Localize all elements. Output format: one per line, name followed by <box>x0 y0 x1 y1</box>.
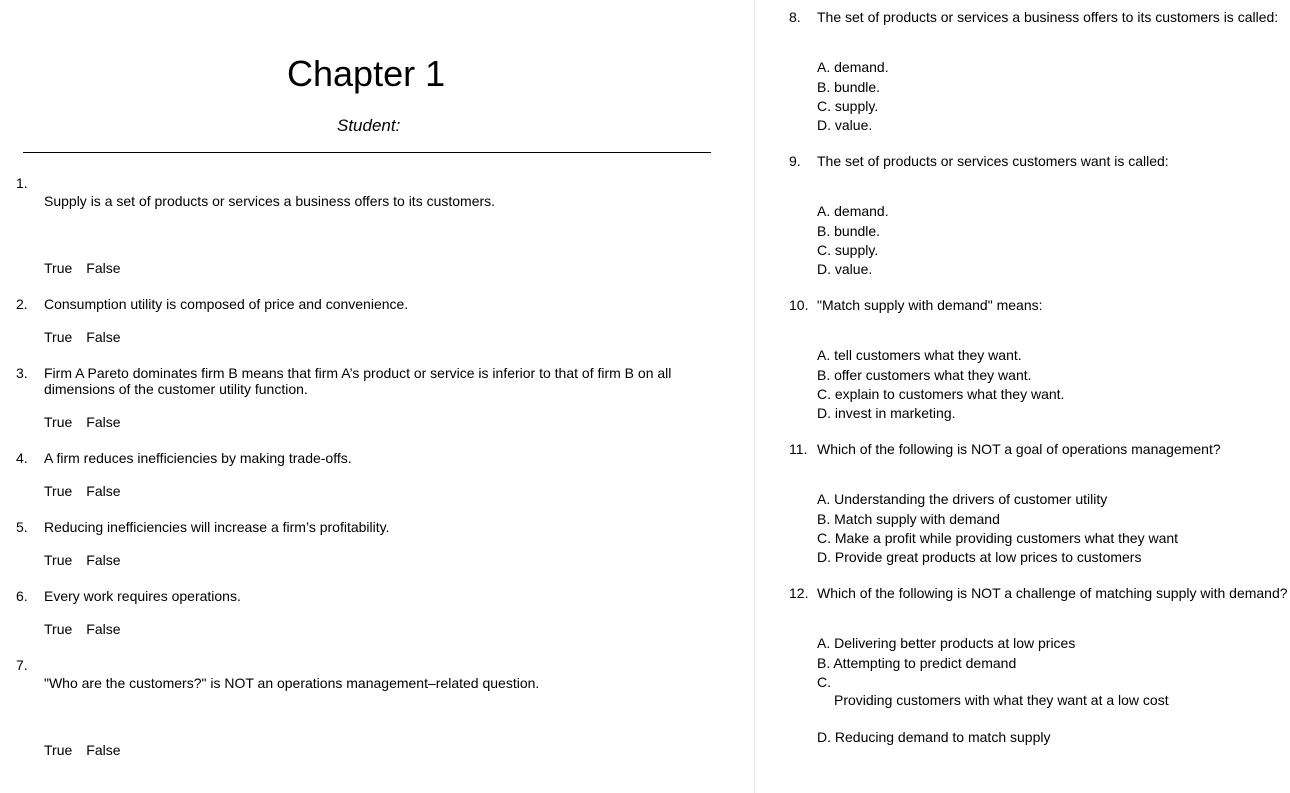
answer-option[interactable]: C. explain to customers what they want. <box>817 386 1065 402</box>
true-option[interactable]: True <box>44 552 73 568</box>
question-text: "Who are the customers?" is NOT an operations management–related question. <box>44 675 540 691</box>
answer-option[interactable]: D. Reducing demand to match supply <box>817 729 1051 745</box>
false-option[interactable]: False <box>86 329 121 345</box>
column-divider <box>754 0 755 793</box>
answer-option-text[interactable]: Providing customers with what they want at a low cost <box>834 692 1169 708</box>
question-number: 7. <box>16 657 28 673</box>
question-number: 4. <box>16 450 28 466</box>
true-false-options <box>44 742 135 758</box>
answer-option[interactable]: C. supply. <box>817 98 879 114</box>
student-label: Student: <box>337 116 401 135</box>
true-false-options <box>44 414 135 430</box>
question-text: Supply is a set of products or services a business offers to its customers. <box>44 193 496 209</box>
false-option[interactable]: False <box>86 414 121 430</box>
header-divider <box>23 152 711 153</box>
question-text: The set of products or services customers want is called: <box>817 153 1169 169</box>
question-number: 12. <box>789 585 809 601</box>
question-number: 10. <box>789 297 809 313</box>
true-option[interactable]: True <box>44 742 73 758</box>
answer-option[interactable]: B. bundle. <box>817 223 881 239</box>
true-option[interactable]: True <box>44 483 73 499</box>
answer-option[interactable]: B. Attempting to predict demand <box>817 655 1017 671</box>
true-false-options <box>44 621 135 637</box>
true-false-options <box>44 329 135 345</box>
true-false-options <box>44 260 135 276</box>
question-text: Which of the following is NOT a goal of operations management? <box>817 441 1221 457</box>
question-text: The set of products or services a business offers to its customers is called: <box>817 9 1279 25</box>
question-text: Consumption utility is composed of price and convenience. <box>44 296 409 312</box>
answer-option[interactable]: A. tell customers what they want. <box>817 347 1022 363</box>
question-number: 3. <box>16 365 28 381</box>
question-number: 11. <box>789 441 808 457</box>
question-number: 6. <box>16 588 28 604</box>
true-option[interactable]: True <box>44 414 73 430</box>
answer-option[interactable]: B. offer customers what they want. <box>817 367 1032 383</box>
question-text-line-1: Firm A Pareto dominates firm B means that firm A’s product or service is inferior to that of firm B on all <box>44 365 672 381</box>
true-option[interactable]: True <box>44 329 73 345</box>
question-number: 2. <box>16 296 28 312</box>
answer-option[interactable]: C. supply. <box>817 242 879 258</box>
answer-option[interactable]: C. Make a profit while providing customers what they want <box>817 530 1179 546</box>
question-number: 5. <box>16 519 28 535</box>
question-number: 1. <box>16 175 28 191</box>
question-text: Which of the following is NOT a challenge of matching supply with demand? <box>817 585 1288 601</box>
question-text: "Match supply with demand" means: <box>817 297 1043 313</box>
answer-option[interactable]: A. Delivering better products at low prices <box>817 635 1076 651</box>
question-text: A firm reduces inefficiencies by making trade-offs. <box>44 450 352 466</box>
answer-option[interactable]: D. value. <box>817 117 873 133</box>
answer-option[interactable]: D. invest in marketing. <box>817 405 956 421</box>
question-text: Every work requires operations. <box>44 588 241 604</box>
question-text-line-2: dimensions of the customer utility function. <box>44 381 308 397</box>
false-option[interactable]: False <box>86 260 121 276</box>
false-option[interactable]: False <box>86 552 121 568</box>
question-number: 9. <box>789 153 801 169</box>
true-false-options <box>44 552 135 568</box>
question-text: Reducing inefficiencies will increase a firm’s profitability. <box>44 519 390 535</box>
true-option[interactable]: True <box>44 621 73 637</box>
true-option[interactable]: True <box>44 260 73 276</box>
question-number: 8. <box>789 9 801 25</box>
answer-option[interactable]: B. Match supply with demand <box>817 511 1000 527</box>
false-option[interactable]: False <box>86 483 121 499</box>
answer-option[interactable]: A. Understanding the drivers of customer utility <box>817 491 1108 507</box>
answer-option[interactable]: D. Provide great products at low prices to customers <box>817 549 1142 565</box>
answer-option[interactable]: B. bundle. <box>817 79 881 95</box>
answer-option[interactable]: A. demand. <box>817 59 889 75</box>
answer-option-letter[interactable]: C. <box>817 674 831 690</box>
answer-option[interactable]: D. value. <box>817 261 873 277</box>
false-option[interactable]: False <box>86 742 121 758</box>
answer-option[interactable]: A. demand. <box>817 203 889 219</box>
page-title: Chapter 1 <box>287 53 446 94</box>
true-false-options <box>44 483 135 499</box>
false-option[interactable]: False <box>86 621 121 637</box>
